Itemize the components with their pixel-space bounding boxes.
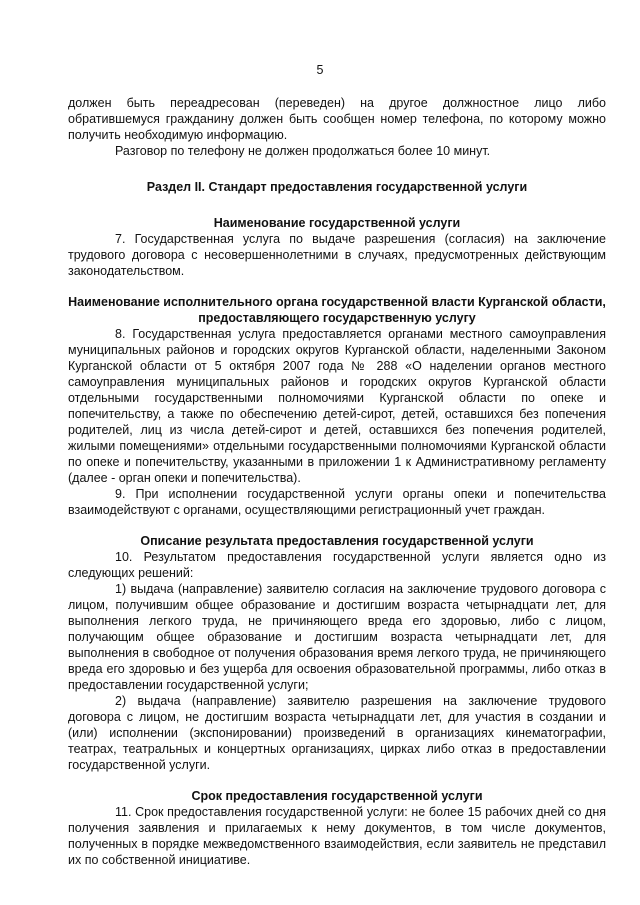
heading-term: Срок предоставления государственной услуги	[191, 789, 483, 803]
paragraph-10-item-2: 2) выдача (направление) заявителю разрешения на заключение трудового договора с лицом, не достигшим возраста четырнадцати лет, для участия в создании и (или) исполнении (экспонировании) произведений в организациях кинематографии, театрах, театральных и концертных организациях, цирках либо отказ в предоставлении государственной услуги.	[68, 694, 606, 772]
paragraph-phone-duration: Разговор по телефону не должен продолжаться более 10 минут.	[115, 144, 491, 158]
paragraph-7: 7. Государственная услуга по выдаче разрешения (согласия) на заключение трудового договора с несовершеннолетними в случаях, предусмотренных действующим законодательством.	[68, 232, 606, 278]
section-2-title: Раздел II. Стандарт предоставления государственной услуги	[146, 180, 528, 194]
page-number: 5	[316, 63, 324, 77]
paragraph-8: 8. Государственная услуга предоставляется органами местного самоуправления муниципальных районов и городских округов Курганской области, наделенными Законом Курганской области от 5 октября 2007 года № 288 «О наделении органов местного самоуправления муниципальных районов и городских округов Курганской области отдельными государственными полномочиями Курганской области по опеке и попечительству, а также по обеспечению детей-сирот, детей, оставшихся без попечения родителей, лиц из числа детей-сирот и детей, оставшихся без попечения родителей, жилыми помещениями» отдельными государственными полномочиями Курганской области по опеке и попечительству, указанными в приложении 1 к Административному регламенту (далее - орган опеки и попечительства).	[68, 327, 606, 485]
heading-executive-organ: Наименование исполнительного органа государственной власти Курганской области, предоставляющего государственную услугу	[68, 295, 606, 325]
paragraph-9: 9. При исполнении государственной услуги органы опеки и попечительства взаимодействуют с органами, осуществляющими регистрационный учет граждан.	[68, 487, 606, 517]
paragraph-10: 10. Результатом предоставления государственной услуги является одно из следующих решений:	[68, 550, 606, 580]
heading-service-name: Наименование государственной услуги	[213, 216, 461, 230]
heading-result: Описание результата предоставления государственной услуги	[140, 534, 534, 548]
page-body	[68, 95, 606, 868]
paragraph-continuation: должен быть переадресован (переведен) на другое должностное лицо либо обратившемуся гражданину должен быть сообщен номер телефона, по которому можно получить необходимую информацию.	[68, 96, 606, 142]
paragraph-10-item-1: 1) выдача (направление) заявителю согласия на заключение трудового договора с лицом, получившим общее образование и достигшим возраста четырнадцати лет, для выполнения легкого труда, не причиняющего вреда его здоровью, либо с лицом, получающим общее образование и достигшим возраста четырнадцати лет, для выполнения в свободное от получения образования время легкого труда, не причиняющего вреда его здоровью и без ущерба для освоения образовательной программы, либо отказ в предоставлении государственной услуги;	[68, 582, 606, 692]
paragraph-11: 11. Срок предоставления государственной услуги: не более 15 рабочих дней со дня получения заявления и прилагаемых к нему документов, в том числе документов, полученных в порядке межведомственного взаимодействия, если заявитель не представил их по собственной инициативе.	[68, 805, 606, 867]
